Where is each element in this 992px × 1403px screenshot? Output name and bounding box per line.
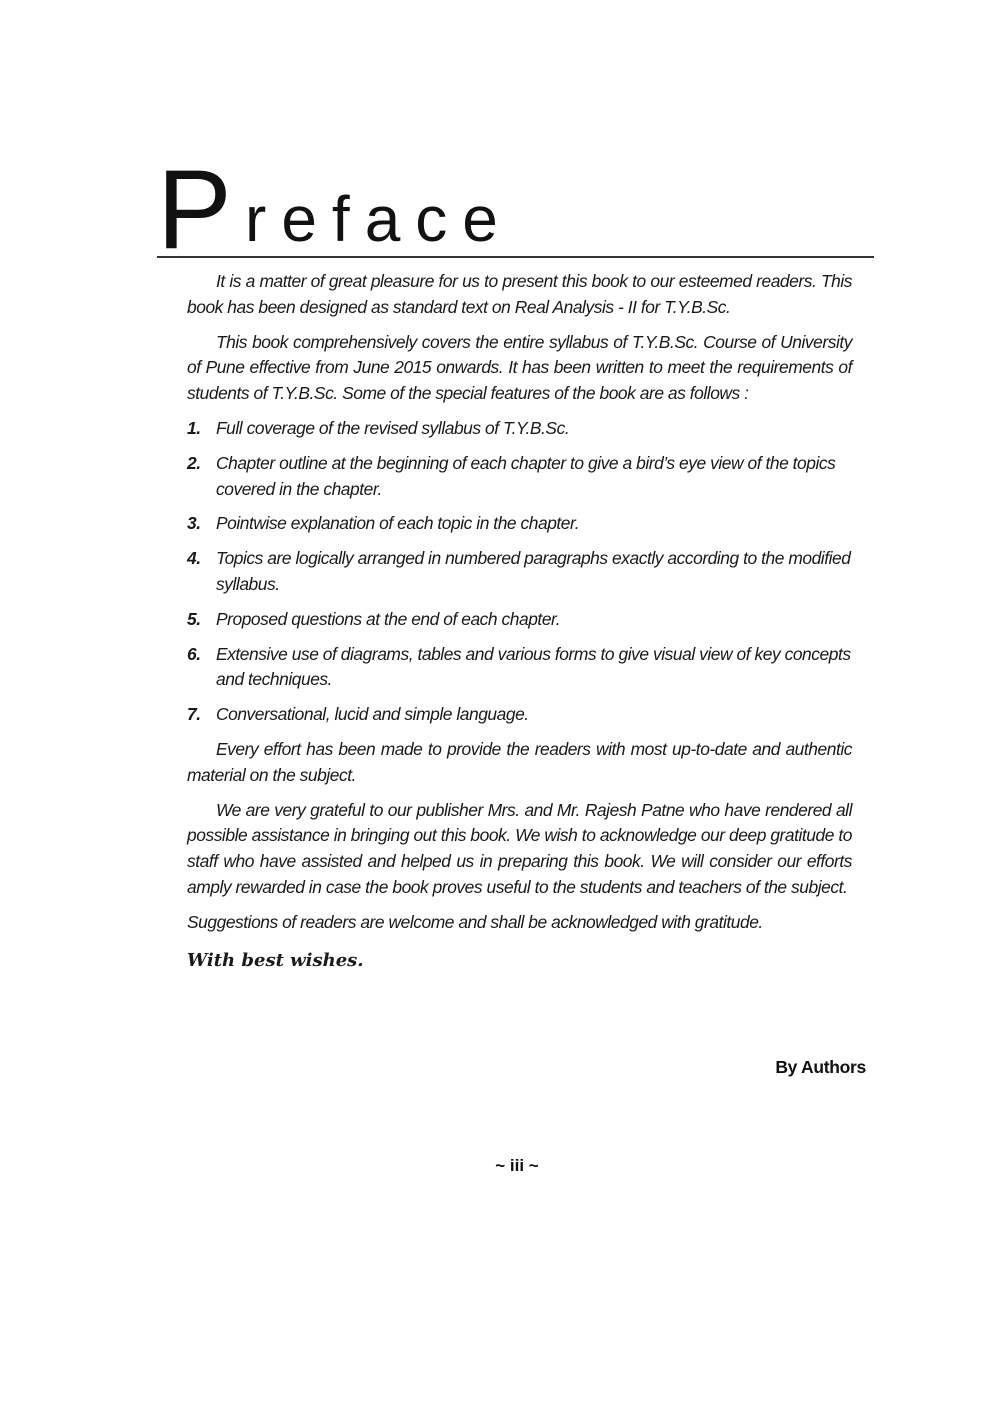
- page-number: ~ iii ~: [495, 1156, 539, 1175]
- list-text: Conversational, lucid and simple language.: [216, 704, 529, 725]
- features-list: [187, 416, 852, 728]
- list-item: [187, 546, 852, 598]
- list-text: Extensive use of diagrams, tables and various forms to give visual view of key concepts and techniques.: [216, 643, 851, 690]
- list-text: Pointwise explanation of each topic in the chapter.: [216, 513, 580, 534]
- title-rest: reface: [245, 183, 513, 255]
- list-number: 3.: [187, 513, 201, 534]
- list-text: Proposed questions at the end of each chapter.: [216, 608, 561, 629]
- list-item: [187, 607, 852, 633]
- suggestions-paragraph: Suggestions of readers are welcome and shall be acknowledged with gratitude.: [187, 911, 763, 932]
- list-number: 4.: [187, 548, 201, 569]
- title-underline: [157, 256, 874, 258]
- list-item: [187, 702, 852, 728]
- effort-paragraph: Every effort has been made to provide the readers with most up-to-date and authentic material on the subject.: [187, 738, 852, 785]
- list-text: Chapter outline at the beginning of each chapter to give a bird’s eye view of the topics covered in the chapter.: [216, 452, 836, 499]
- coverage-paragraph: This book comprehensively covers the entire syllabus of T.Y.B.Sc. Course of University of Pune effective from June 2015 onwards. It has been written to meet the requirements of students of T.Y.B.Sc. Some of the special features of the book are as follows :: [187, 331, 852, 404]
- preface-body: [187, 269, 852, 973]
- intro-paragraph: It is a matter of great pleasure for us to present this book to our esteemed readers. This book has been designed as standard text on Real Analysis - II for T.Y.B.Sc.: [187, 271, 852, 317]
- list-item: [187, 642, 852, 694]
- list-number: 1.: [187, 417, 201, 438]
- list-item: [187, 511, 852, 537]
- list-text: Full coverage of the revised syllabus of T.Y.B.Sc.: [216, 417, 570, 438]
- list-number: 5.: [187, 608, 201, 629]
- list-number: 2.: [187, 452, 201, 473]
- author-byline: By Authors: [775, 1057, 866, 1077]
- gratitude-paragraph: We are very grateful to our publisher Mrs. and Mr. Rajesh Patne who have rendered all possible assistance in bringing out this book. We wish to acknowledge our deep gratitude to staff who have assisted and helped us in preparing this book. We will consider our efforts amply rewarded in case the book proves useful to the students and teachers of the subject.: [187, 799, 852, 897]
- page-title: [157, 147, 874, 272]
- list-item: [187, 451, 852, 503]
- list-number: 6.: [187, 643, 201, 664]
- signoff: With best wishes.: [187, 949, 364, 971]
- list-text: Topics are logically arranged in numbered paragraphs exactly according to the modified syllabus.: [216, 548, 851, 594]
- list-number: 7.: [187, 704, 201, 725]
- list-item: [187, 416, 852, 442]
- title-initial: P: [157, 147, 232, 272]
